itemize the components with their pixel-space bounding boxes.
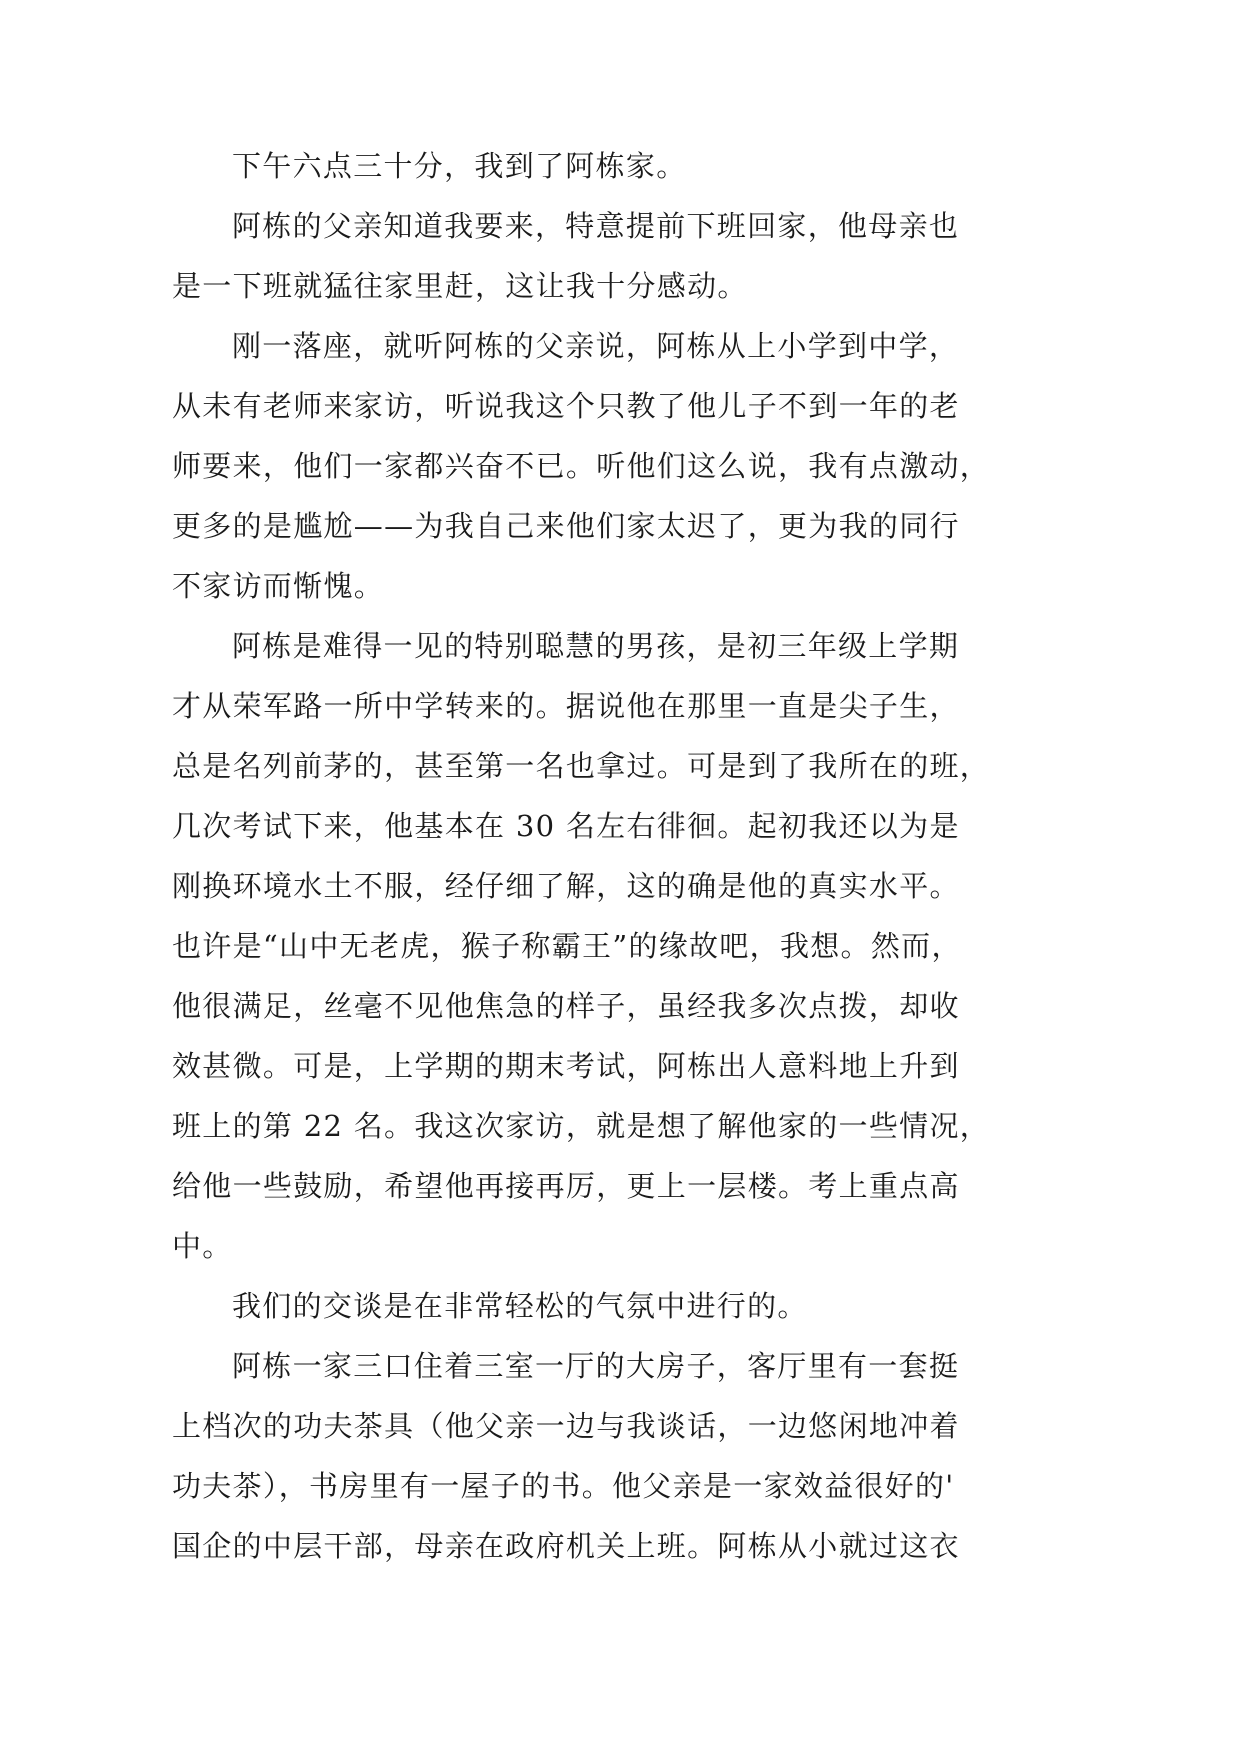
- text-line: 我们的交谈是在非常轻松的气氛中进行的。: [232, 1289, 808, 1323]
- text-line: 国企的中层干部，母亲在政府机关上班。阿栋从小就过这衣: [172, 1529, 960, 1563]
- text-line: 他很满足，丝毫不见他焦急的样子，虽经我多次点拨，却收: [172, 989, 960, 1023]
- text-line: 功夫茶），书房里有一屋子的书。他父亲是一家效益很好的': [172, 1469, 955, 1503]
- text-line: 班上的第 22 名。我这次家访，就是想了解他家的一些情况，: [172, 1109, 991, 1143]
- text-line: 更多的是尴尬——为我自己来他们家太迟了，更为我的同行: [172, 509, 960, 543]
- text-line: 总是名列前茅的，甚至第一名也拿过。可是到了我所在的班，: [172, 749, 991, 783]
- text-line: 是一下班就猛往家里赶，这让我十分感动。: [172, 269, 748, 303]
- text-line: 效甚微。可是，上学期的期末考试，阿栋出人意料地上升到: [172, 1049, 960, 1083]
- text-line: 不家访而惭愧。: [172, 569, 385, 603]
- text-line: 也许是“山中无老虎，猴子称霸王”的缘故吧，我想。然而，: [172, 929, 962, 963]
- text-line: 才从荣军路一所中学转来的。据说他在那里一直是尖子生，: [172, 689, 960, 723]
- text-line: 几次考试下来，他基本在 30 名左右徘徊。起初我还以为是: [172, 809, 960, 843]
- text-line: 中。: [172, 1229, 233, 1263]
- text-line: 从未有老师来家访，听说我这个只教了他儿子不到一年的老: [172, 389, 960, 423]
- text-line: 上档次的功夫茶具（他父亲一边与我谈话，一边悠闲地冲着: [172, 1409, 960, 1443]
- text-line: 刚换环境水土不服，经仔细了解，这的确是他的真实水平。: [172, 869, 960, 903]
- text-line: 下午六点三十分，我到了阿栋家。: [232, 149, 687, 183]
- text-line: 阿栋一家三口住着三室一厅的大房子，客厅里有一套挺: [232, 1349, 960, 1383]
- text-line: 刚一落座，就听阿栋的父亲说，阿栋从上小学到中学，: [232, 329, 960, 363]
- text-line: 阿栋的父亲知道我要来，特意提前下班回家，他母亲也: [232, 209, 960, 243]
- text-line: 师要来，他们一家都兴奋不已。听他们这么说，我有点激动，: [172, 449, 991, 483]
- text-line: 给他一些鼓励，希望他再接再厉，更上一层楼。考上重点高: [172, 1169, 960, 1203]
- text-line: 阿栋是难得一见的特别聪慧的男孩，是初三年级上学期: [232, 629, 960, 663]
